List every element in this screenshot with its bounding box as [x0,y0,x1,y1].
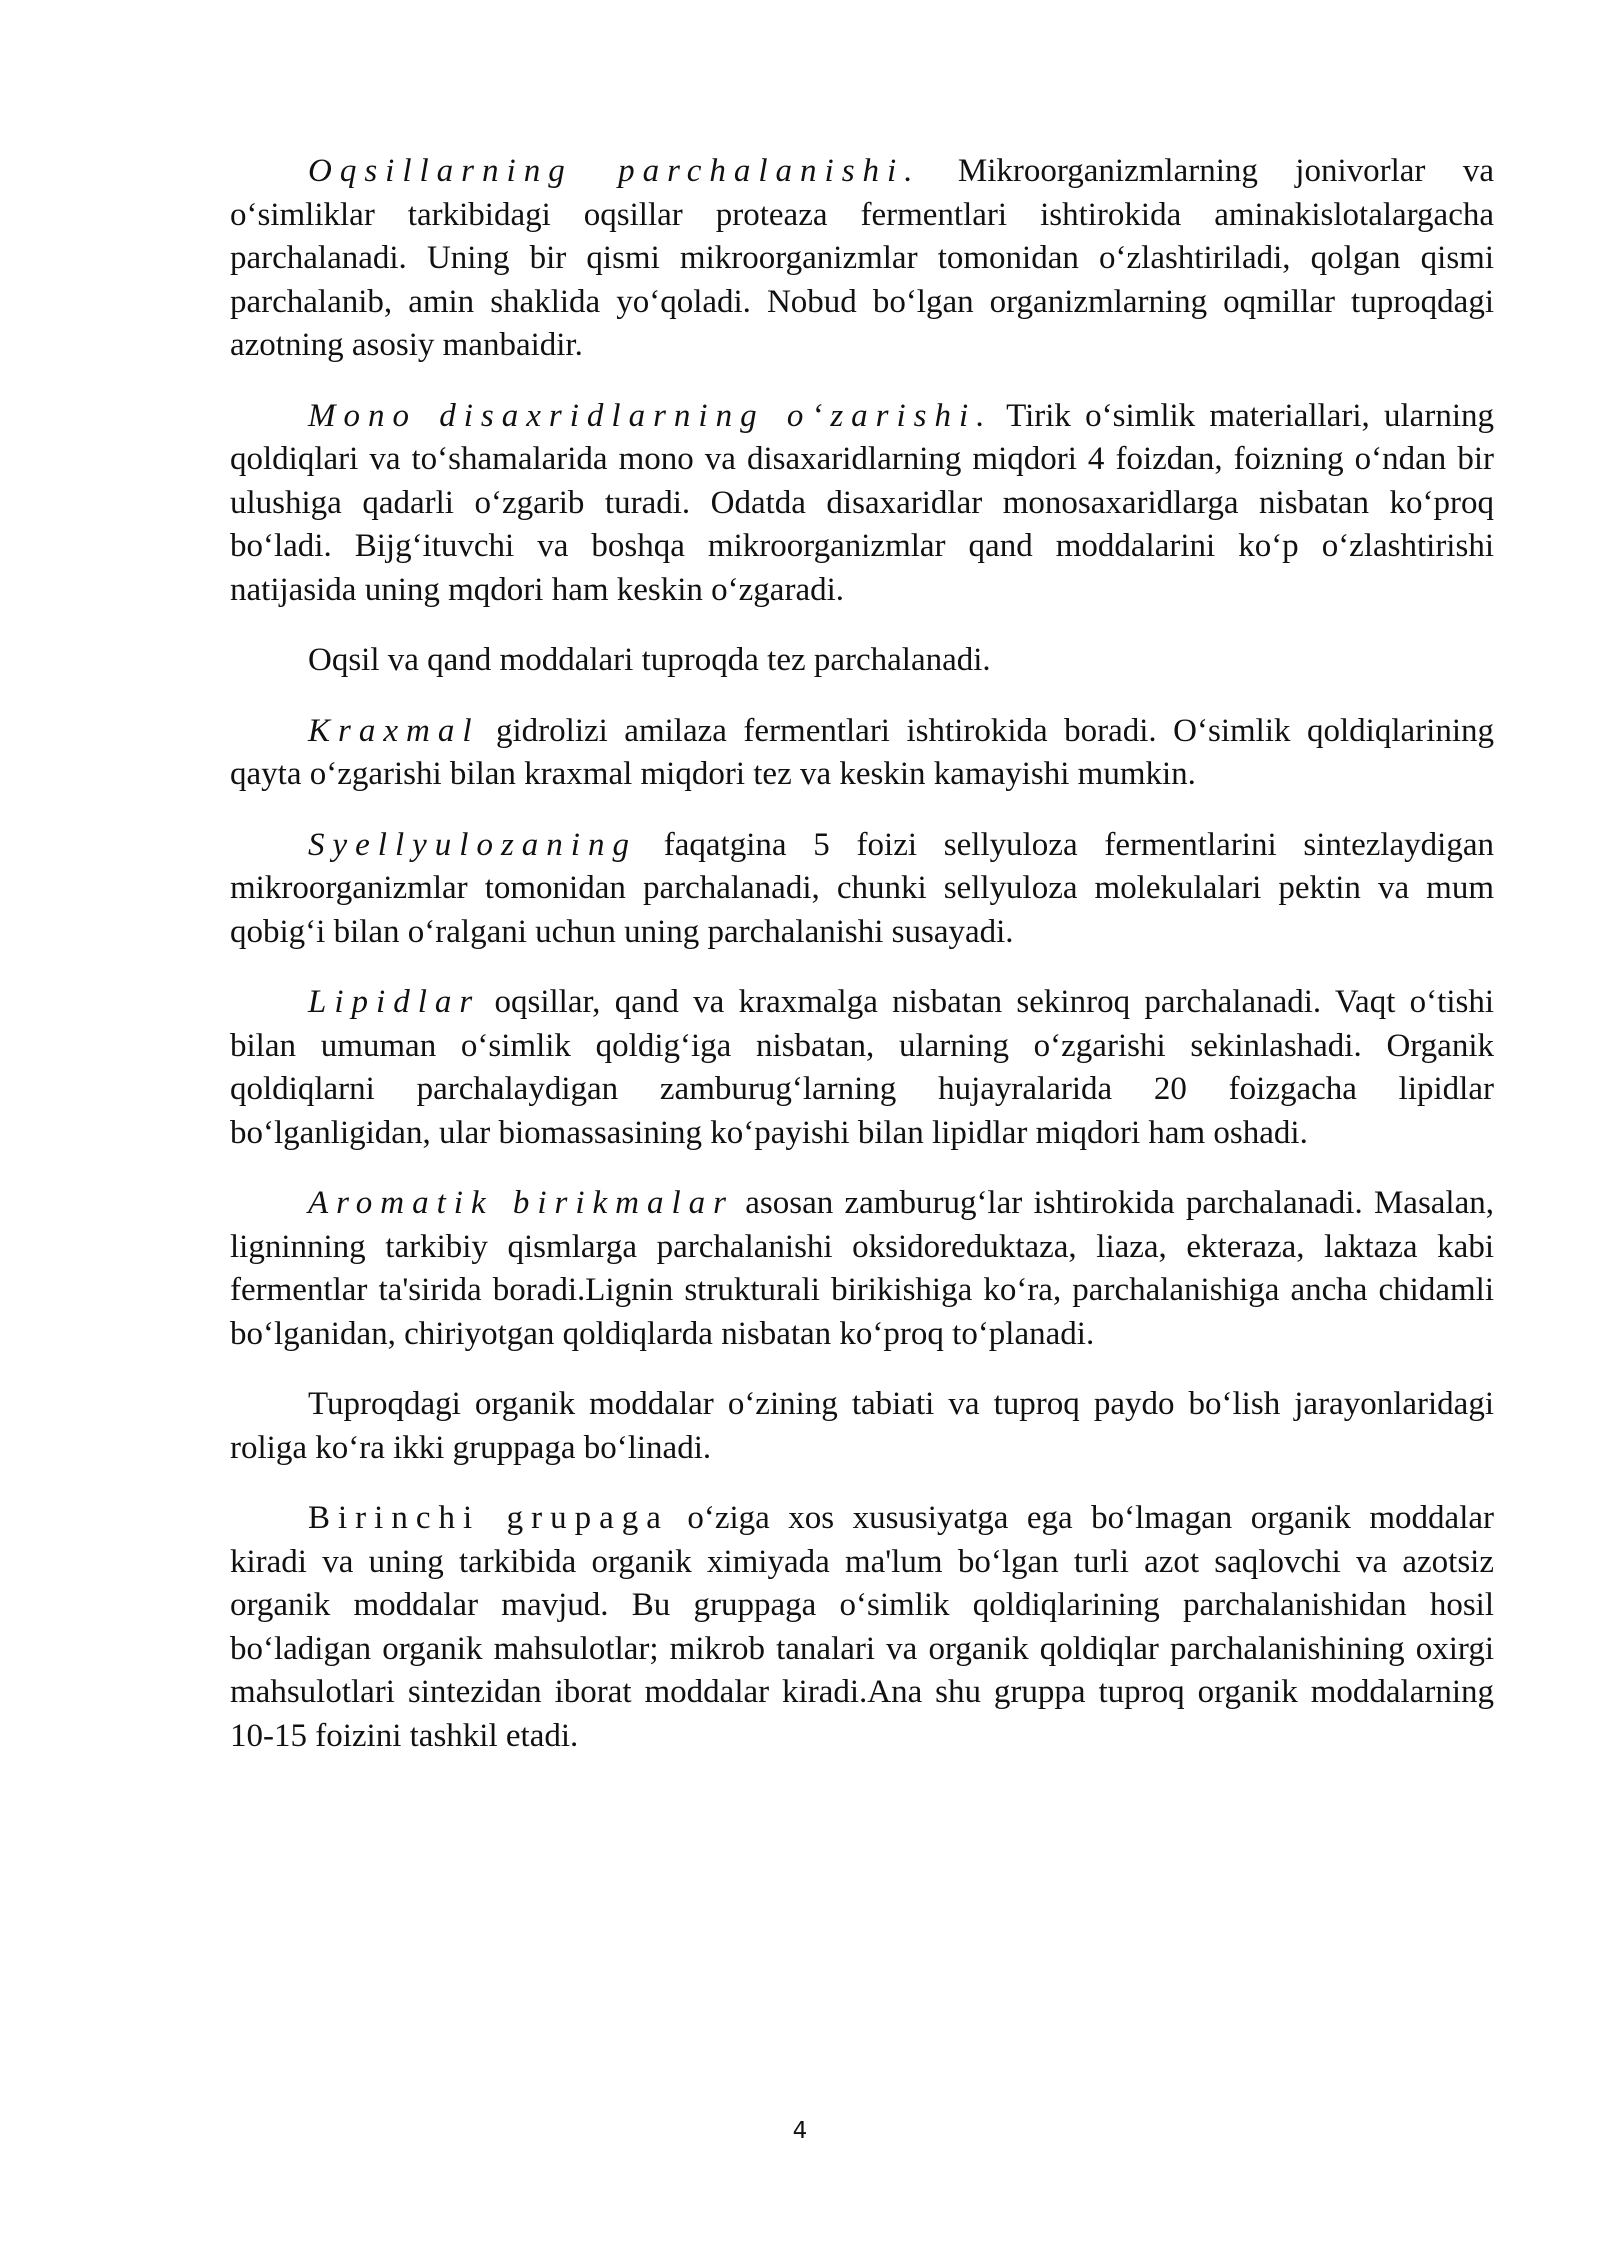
paragraph-lead: Syellyulozaning [308,826,637,863]
paragraph-groups [230,1383,1494,1470]
paragraph-lead: Aromatik birikmalar [308,1185,735,1221]
document-body [230,150,1494,1785]
paragraph-lead: Kraxmal [308,712,480,749]
paragraph-first-group [230,1497,1494,1758]
paragraph-text: Oqsil va qand moddalari tuproqda tez parchalanadi. [308,642,991,678]
paragraph-text: oqsillar, qand va kraxmalga nisbatan sekinroq parchalanadi. Vaqt o‘tishi bilan umuman o‘simlik qoldig‘iga nisbatan, ularning o‘zgarishi sekinlashadi. Organik qoldiqlarni parchalaydigan zamburug‘larning hujayralarida 20 foizgacha lipidlar bo‘lganligidan, ular biomassasining ko‘payishi bilan lipidlar miqdori ham oshadi. [230,984,1494,1151]
paragraph-summary [230,639,1494,683]
paragraph-text: faqatgina 5 foizi sellyuloza fermentlarini sintezlaydigan mikroorganizmlar tomonidan parchalanadi, chunki sellyuloza molekulalari pektin va mum qobig‘i bilan o‘ralgani uchun uning parchalanishi susayadi. [230,826,1494,950]
paragraph-saccharides [230,395,1494,613]
paragraph-text: o‘ziga xos xususiyatga ega bo‘lmagan organik moddalar kiradi va uning tarkibida organik ximiyada ma'lum bo‘lgan turli azot saqlovchi va azotsiz organik moddalar mavjud. Bu gruppaga o‘simlik qoldiqlarining parchalanishidan hosil bo‘ladigan organik mahsulotlar; mikrob tanalari va organik qoldiqlar parchalanishining oxirgi mahsulotlari sintezidan iborat moddalar kiradi.Ana shu gruppa tuproq organik moddalarning 10-15 foizini tashkil etadi. [230,1500,1494,1754]
paragraph-cellulose [230,824,1494,955]
paragraph-lead: Oqsillarning parchalanishi. [308,153,921,189]
paragraph-text: Tirik o‘simlik materiallari, ularning qoldiqlari va to‘shamalarida mono va disaxaridlarning miqdori 4 foizdan, foizning o‘ndan bir ulushiga qadarli o‘zgarib turadi. Odatda disaxaridlar monosaxaridlarga nisbatan ko‘proq bo‘ladi. Bijg‘ituvchi va boshqa mikroorganizmlar qand moddalarini ko‘p o‘zlashtirishi natijasida uning mqdori ham keskin o‘zgaradi. [230,397,1494,608]
paragraph-proteins [230,150,1494,368]
paragraph-starch [230,710,1494,797]
paragraph-text: gidrolizi amilaza fermentlari ishtirokida boradi. O‘simlik qoldiqlarining qayta o‘zgarishi bilan kraxmal miqdori tez va keskin kamayishi mumkin. [230,712,1494,792]
paragraph-aromatic [230,1182,1494,1356]
paragraph-lipids [230,981,1494,1155]
paragraph-lead: Lipidlar [308,984,481,1020]
page-number: 4 [792,2118,808,2144]
paragraph-text: Mikroorganizmlarning jonivorlar va o‘simliklar tarkibidagi oqsillar proteaza fermentlari ishtirokida aminakislotalargacha parchalanadi. Uning bir qismi mikroorganizmlar tomonidan o‘zlashtiriladi, qolgan qismi parchalanib, amin shaklida yo‘qoladi. Nobud bo‘lgan organizmlarning oqmillar tuproqdagi azotning asosiy manbaidir. [230,153,1494,363]
paragraph-text: Tuproqdagi organik moddalar o‘zining tabiati va tuproq paydo bo‘lish jarayonlaridagi roliga ko‘ra ikki gruppaga bo‘linadi. [230,1386,1494,1466]
paragraph-lead: Mono disaxridlarning o‘zarishi. [308,397,993,434]
paragraph-lead: Birinchi grupaga [308,1500,669,1536]
paragraph-text: asosan zamburug‘lar ishtirokida parchalanadi. Masalan, ligninning tarkibiy qismlarga parchalanishi oksidoreduktaza, liaza, ekteraza, laktaza kabi fermentlar ta'sirida boradi.Lignin strukturali birikishiga ko‘ra, parchalanishiga ancha chidamli bo‘lganidan, chiriyotgan qoldiqlarda nisbatan ko‘proq to‘planadi. [230,1185,1494,1352]
